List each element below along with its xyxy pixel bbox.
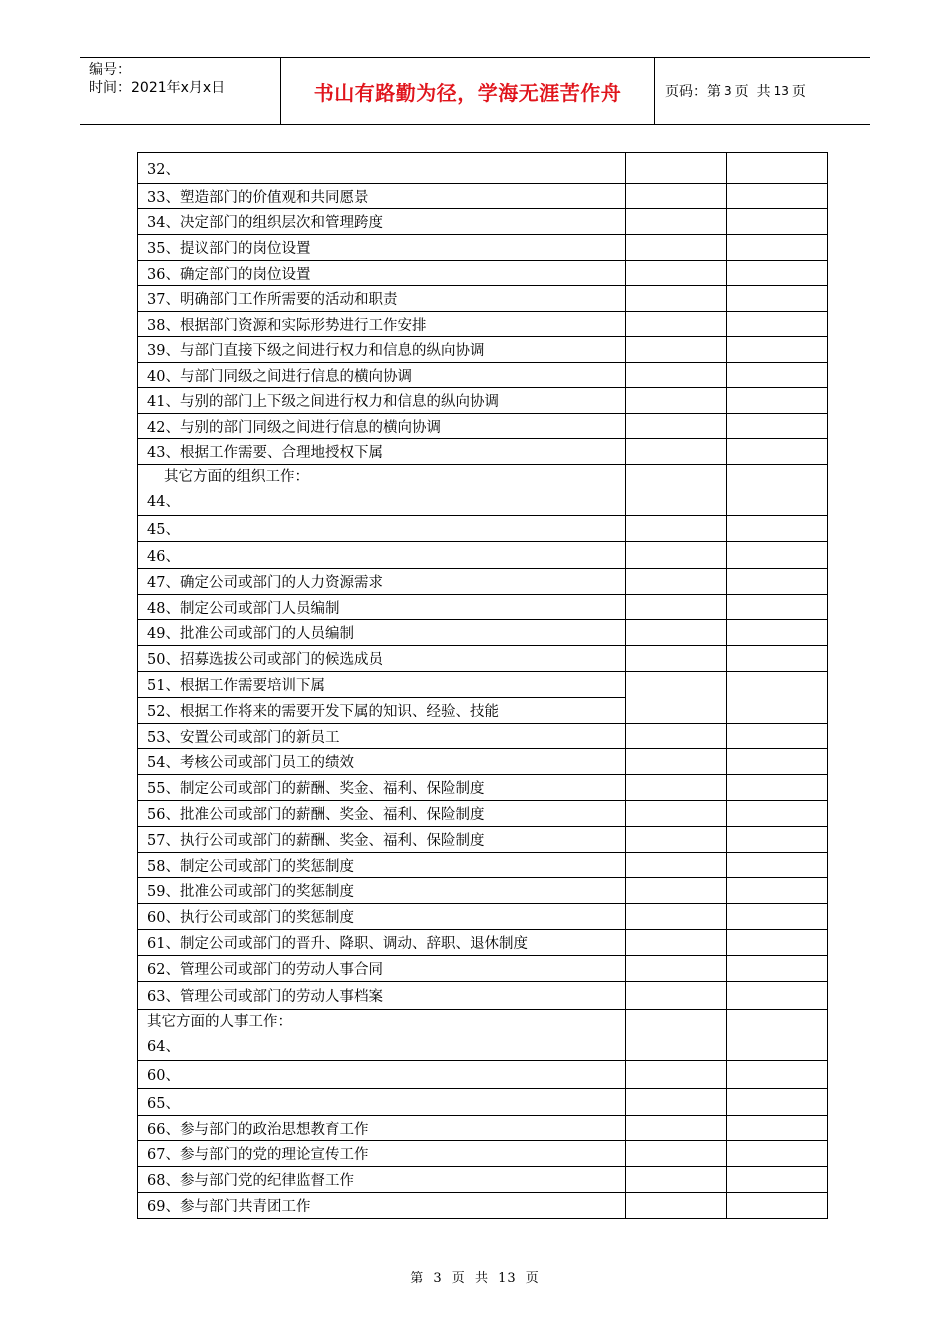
- cell-col2: [626, 646, 727, 672]
- cell-col2: [626, 235, 727, 261]
- cell-col2: [626, 956, 727, 982]
- row-label: 52、根据工作将来的需要开发下属的知识、经验、技能: [138, 698, 626, 724]
- cell-col2: [626, 1116, 727, 1141]
- table-row: [138, 569, 828, 595]
- footer-total-unit: 页: [525, 1271, 540, 1286]
- header-meta: [80, 58, 281, 124]
- cell-col2: [626, 439, 727, 465]
- table-row: [138, 724, 828, 749]
- cell-col2: [626, 595, 727, 620]
- table-row: [138, 363, 828, 388]
- table-row: [138, 878, 828, 904]
- cell-col3: [727, 1116, 828, 1141]
- cell-col3: [727, 775, 828, 801]
- cell-col3: [727, 956, 828, 982]
- header-motto: 书山有路勤为径，学海无涯苦作舟: [281, 58, 655, 124]
- cell-col2: [626, 569, 727, 595]
- table-row: [138, 620, 828, 646]
- cell-col3: [727, 595, 828, 620]
- cell-col2: [626, 724, 727, 749]
- row-label: 45、: [138, 516, 626, 542]
- row-label: 42、与别的部门同级之间进行信息的横向协调: [138, 414, 626, 439]
- table-row: [138, 312, 828, 337]
- cell-col3: [727, 439, 828, 465]
- row-label: 46、: [138, 542, 626, 569]
- table-row: [138, 956, 828, 982]
- cell-col3: [727, 1089, 828, 1116]
- row-label: 57、执行公司或部门的薪酬、奖金、福利、保险制度: [138, 827, 626, 853]
- page-header: [80, 57, 870, 125]
- page-footer: [0, 1267, 950, 1286]
- cell-col2: [626, 465, 727, 516]
- cell-col2: [626, 209, 727, 235]
- cell-col3: [727, 749, 828, 775]
- date-label: 时间：2021年x月x日: [89, 80, 226, 96]
- row-label: 53、安置公司或部门的新员工: [138, 724, 626, 749]
- table-row: [138, 1167, 828, 1193]
- row-label: 37、明确部门工作所需要的活动和职责: [138, 286, 626, 312]
- cell-col3: [727, 388, 828, 414]
- cell-col3: [727, 235, 828, 261]
- cell-col3: [727, 363, 828, 388]
- row-label: 47、确定公司或部门的人力资源需求: [138, 569, 626, 595]
- cell-col3: [727, 542, 828, 569]
- row-label: 66、参与部门的政治思想教育工作: [138, 1116, 626, 1141]
- cell-col2: [626, 1089, 727, 1116]
- cell-col3: [727, 465, 828, 516]
- total-pages: 13: [773, 84, 789, 98]
- row-label: 49、批准公司或部门的人员编制: [138, 620, 626, 646]
- cell-col2: [626, 749, 727, 775]
- cell-col3-merged: [727, 672, 828, 724]
- row-label: 63、管理公司或部门的劳动人事档案: [138, 982, 626, 1010]
- cell-col3: [727, 569, 828, 595]
- row-label: 33、塑造部门的价值观和共同愿景: [138, 184, 626, 209]
- cell-col3: [727, 153, 828, 184]
- code-label: 编号：: [89, 62, 131, 78]
- table-row: [138, 775, 828, 801]
- cell-col3: [727, 184, 828, 209]
- row-label: 39、与部门直接下级之间进行权力和信息的纵向协调: [138, 337, 626, 363]
- row-label: 61、制定公司或部门的晋升、降职、调动、辞职、退休制度: [138, 930, 626, 956]
- table-row: [138, 904, 828, 930]
- cell-col3: [727, 1141, 828, 1167]
- table-row: [138, 982, 828, 1010]
- cell-col3: [727, 1061, 828, 1089]
- row-label: 38、根据部门资源和实际形势进行工作安排: [138, 312, 626, 337]
- table-row: [138, 153, 828, 184]
- table-row: [138, 209, 828, 235]
- table-row: [138, 853, 828, 878]
- row-label: 67、参与部门的党的理论宣传工作: [138, 1141, 626, 1167]
- table-row: [138, 184, 828, 209]
- responsibility-table: [137, 152, 828, 1219]
- cell-col2: [626, 930, 727, 956]
- cell-col2: [626, 184, 727, 209]
- cell-col3: [727, 930, 828, 956]
- footer-total-prefix: 共: [474, 1271, 489, 1286]
- cell-col3: [727, 261, 828, 286]
- row-label: 48、制定公司或部门人员编制: [138, 595, 626, 620]
- cell-col3: [727, 724, 828, 749]
- section-heading-hr: 其它方面的人事工作：: [147, 1014, 292, 1030]
- cell-col2: [626, 542, 727, 569]
- table-row: [138, 1010, 828, 1061]
- table-row: [138, 1116, 828, 1141]
- table-row: [138, 286, 828, 312]
- table-row: [138, 827, 828, 853]
- cell-col2: [626, 904, 727, 930]
- row-label: 40、与部门同级之间进行信息的横向协调: [138, 363, 626, 388]
- cell-col2: [626, 982, 727, 1010]
- cell-col3: [727, 209, 828, 235]
- table-row: [138, 1193, 828, 1219]
- row-label: 69、参与部门共青团工作: [138, 1193, 626, 1219]
- cell-col2-merged: [626, 672, 727, 724]
- table-row: [138, 1061, 828, 1089]
- row-label: 68、参与部门党的纪律监督工作: [138, 1167, 626, 1193]
- table-row: [138, 749, 828, 775]
- row-item: 64、: [147, 1039, 180, 1055]
- row-label: 50、招募选拔公司或部门的候选成员: [138, 646, 626, 672]
- cell-col2: [626, 363, 727, 388]
- row-label: 59、批准公司或部门的奖惩制度: [138, 878, 626, 904]
- table-row: [138, 414, 828, 439]
- cell-col2: [626, 1010, 727, 1061]
- cell-col3: [727, 801, 828, 827]
- table-row: [138, 1089, 828, 1116]
- table-row: [138, 542, 828, 569]
- cell-col2: [626, 801, 727, 827]
- table-row: [138, 516, 828, 542]
- row-label-multi: [138, 465, 626, 516]
- row-label: 41、与别的部门上下级之间进行权力和信息的纵向协调: [138, 388, 626, 414]
- footer-total-pages: 13: [498, 1271, 517, 1286]
- cell-col3: [727, 904, 828, 930]
- table-row: [138, 1141, 828, 1167]
- table-row: [138, 672, 828, 698]
- cell-col3: [727, 878, 828, 904]
- cell-col2: [626, 414, 727, 439]
- footer-prefix: 第: [410, 1271, 425, 1286]
- table-row: [138, 595, 828, 620]
- row-label: 34、决定部门的组织层次和管理跨度: [138, 209, 626, 235]
- cell-col3: [727, 1010, 828, 1061]
- section-heading-org: 其它方面的组织工作：: [164, 469, 309, 485]
- table-row: [138, 930, 828, 956]
- cell-col2: [626, 388, 727, 414]
- row-label: 60、: [138, 1061, 626, 1089]
- table-row: [138, 261, 828, 286]
- table-row: [138, 439, 828, 465]
- cell-col3: [727, 827, 828, 853]
- row-label: 35、提议部门的岗位设置: [138, 235, 626, 261]
- row-label: 65、: [138, 1089, 626, 1116]
- cell-col2: [626, 1193, 727, 1219]
- cell-col2: [626, 853, 727, 878]
- cell-col3: [727, 312, 828, 337]
- row-item: 44、: [147, 494, 180, 510]
- cell-col2: [626, 1061, 727, 1089]
- cell-col2: [626, 620, 727, 646]
- table-row: [138, 388, 828, 414]
- header-page-info: [655, 58, 870, 124]
- row-label: 55、制定公司或部门的薪酬、奖金、福利、保险制度: [138, 775, 626, 801]
- row-label: 32、: [138, 153, 626, 184]
- table-row: [138, 235, 828, 261]
- row-label-multi: [138, 1010, 626, 1061]
- row-label: 36、确定部门的岗位设置: [138, 261, 626, 286]
- cell-col3: [727, 1193, 828, 1219]
- cell-col2: [626, 1141, 727, 1167]
- row-label: 51、根据工作需要培训下属: [138, 672, 626, 698]
- cell-col3: [727, 982, 828, 1010]
- row-label: 43、根据工作需要、合理地授权下属: [138, 439, 626, 465]
- cell-col2: [626, 878, 727, 904]
- cell-col3: [727, 414, 828, 439]
- cell-col3: [727, 646, 828, 672]
- row-label: 60、执行公司或部门的奖惩制度: [138, 904, 626, 930]
- cell-col2: [626, 775, 727, 801]
- cell-col3: [727, 620, 828, 646]
- cell-col3: [727, 286, 828, 312]
- table-row: [138, 337, 828, 363]
- table-row: [138, 801, 828, 827]
- row-label: 62、管理公司或部门的劳动人事合同: [138, 956, 626, 982]
- total-prefix: 共: [756, 84, 771, 100]
- table-row: [138, 646, 828, 672]
- footer-page-number: 3: [433, 1271, 443, 1286]
- page-prefix: 页码：第: [665, 84, 721, 100]
- table-row: [138, 465, 828, 516]
- cell-col3: [727, 1167, 828, 1193]
- row-label: 54、考核公司或部门员工的绩效: [138, 749, 626, 775]
- cell-col2: [626, 1167, 727, 1193]
- footer-page-unit: 页: [451, 1271, 466, 1286]
- cell-col2: [626, 516, 727, 542]
- row-label: 56、批准公司或部门的薪酬、奖金、福利、保险制度: [138, 801, 626, 827]
- row-label: 58、制定公司或部门的奖惩制度: [138, 853, 626, 878]
- cell-col2: [626, 827, 727, 853]
- cell-col2: [626, 337, 727, 363]
- page-unit: 页: [734, 84, 749, 100]
- cell-col3: [727, 853, 828, 878]
- total-unit: 页: [791, 84, 806, 100]
- cell-col3: [727, 337, 828, 363]
- cell-col2: [626, 286, 727, 312]
- page-number: 3: [724, 84, 732, 98]
- cell-col2: [626, 312, 727, 337]
- cell-col2: [626, 261, 727, 286]
- cell-col2: [626, 153, 727, 184]
- cell-col3: [727, 516, 828, 542]
